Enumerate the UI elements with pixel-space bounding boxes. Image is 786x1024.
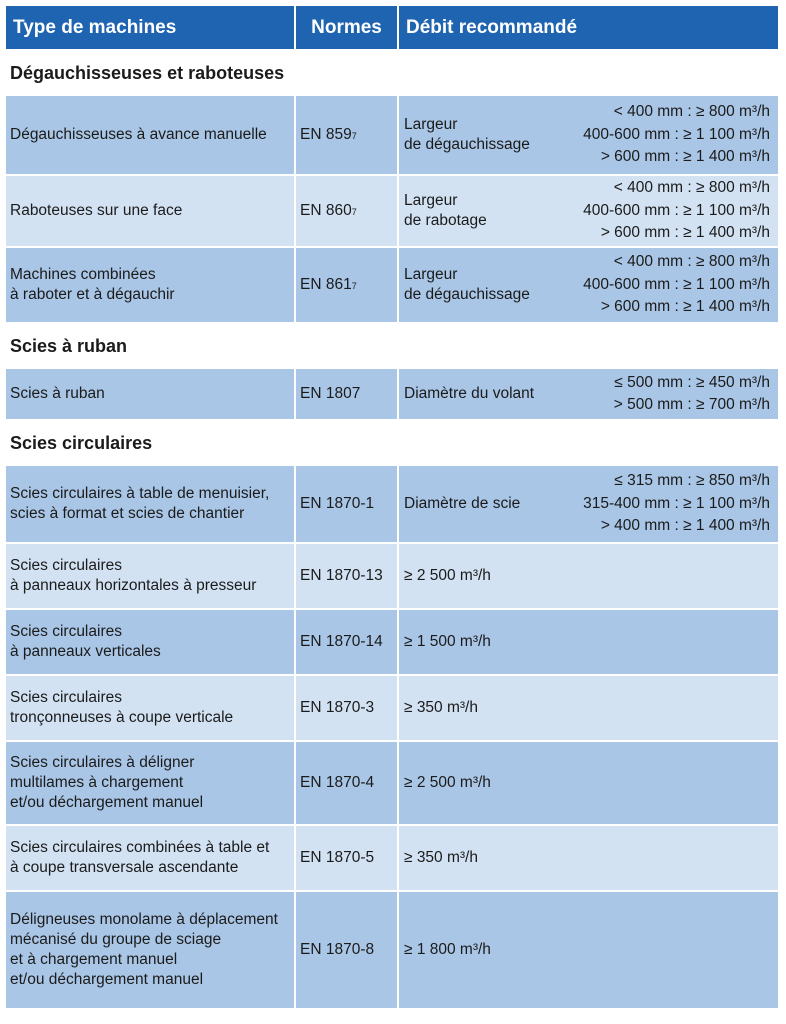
flow-cell bbox=[399, 826, 778, 890]
flow-value: ≥ 1 800 m³/h bbox=[404, 941, 491, 958]
flow-range: 315-400 mm : ≥ 1 100 m³/h bbox=[583, 494, 770, 512]
table-row bbox=[6, 176, 778, 248]
machine-cell bbox=[6, 676, 296, 740]
table-row bbox=[6, 610, 778, 676]
flow-value: ≥ 350 m³/h bbox=[404, 699, 478, 716]
criterion-label: Largeur de rabotage bbox=[404, 192, 487, 229]
norm-code: EN 1870-13 bbox=[300, 567, 383, 584]
flow-ranges bbox=[583, 251, 770, 319]
machine-cell bbox=[6, 176, 296, 246]
flow-cell bbox=[399, 544, 778, 608]
table-row bbox=[6, 369, 778, 421]
machine-cell bbox=[6, 248, 296, 322]
flow-ranges bbox=[583, 470, 770, 538]
footnote-ref: 7 bbox=[351, 281, 357, 291]
flow-range: 400-600 mm : ≥ 1 100 m³/h bbox=[583, 201, 770, 219]
flow-cell bbox=[399, 466, 778, 542]
header-recommended-flow: Débit recommandé bbox=[406, 16, 578, 38]
norm-cell bbox=[296, 466, 399, 542]
norm-cell bbox=[296, 369, 399, 419]
flow-range: > 500 mm : ≥ 700 m³/h bbox=[613, 396, 770, 413]
flow-range: > 600 mm : ≥ 1 400 m³/h bbox=[600, 224, 770, 242]
flow-cell bbox=[399, 892, 778, 1008]
flow-range: 400-600 mm : ≥ 1 100 m³/h bbox=[583, 125, 770, 143]
header-norms: Normes bbox=[296, 6, 399, 49]
flow-range: > 400 mm : ≥ 1 400 m³/h bbox=[600, 517, 770, 535]
header-machine-type: Type de machines bbox=[6, 6, 296, 49]
table-header bbox=[6, 6, 778, 51]
flow-range: < 400 mm : ≥ 800 m³/h bbox=[613, 103, 770, 121]
flow-range: > 600 mm : ≥ 1 400 m³/h bbox=[600, 148, 770, 166]
machine-cell bbox=[6, 610, 296, 674]
norm-code: EN 1807 bbox=[300, 385, 361, 402]
criterion-label: Largeur de dégauchissage bbox=[404, 266, 530, 303]
machines-table bbox=[6, 6, 778, 1010]
flow-ranges bbox=[614, 372, 770, 417]
machine-cell bbox=[6, 826, 296, 890]
flow-range: ≤ 315 mm : ≥ 850 m³/h bbox=[614, 472, 770, 490]
norm-cell bbox=[296, 248, 399, 322]
machine-name: Scies circulaires à panneaux horizontales à presseur bbox=[10, 557, 257, 594]
machine-name: Scies circulaires combinées à table et à coupe transversale ascendante bbox=[10, 839, 270, 876]
flow-range: 400-600 mm : ≥ 1 100 m³/h bbox=[583, 275, 770, 293]
flow-ranges bbox=[583, 177, 770, 245]
criterion-label: Largeur de dégauchissage bbox=[404, 116, 530, 153]
norm-cell bbox=[296, 892, 399, 1008]
section-title: Scies circulaires bbox=[6, 421, 778, 466]
flow-value: ≥ 2 500 m³/h bbox=[404, 774, 491, 791]
flow-value: ≥ 2 500 m³/h bbox=[404, 567, 491, 584]
footnote-ref: 7 bbox=[351, 131, 357, 141]
machine-name: Scies circulaires à table de menuisier, scies à format et scies de chantier bbox=[10, 485, 270, 522]
machine-cell bbox=[6, 96, 296, 174]
criterion-label: Diamètre du volant bbox=[404, 385, 535, 402]
flow-cell bbox=[399, 176, 778, 246]
table-row bbox=[6, 466, 778, 544]
norm-code: EN 1870-14 bbox=[300, 633, 383, 650]
machine-name: Machines combinées à raboter et à dégauchir bbox=[10, 266, 175, 303]
flow-value: ≥ 1 500 m³/h bbox=[404, 633, 491, 650]
norm-cell bbox=[296, 610, 399, 674]
norm-code: EN 1870-1 bbox=[300, 495, 375, 512]
norm-cell bbox=[296, 96, 399, 174]
norm-cell bbox=[296, 676, 399, 740]
norm-cell bbox=[296, 826, 399, 890]
norm-code: EN 860 bbox=[300, 202, 352, 219]
section-title: Dégauchisseuses et raboteuses bbox=[6, 51, 778, 96]
norm-cell bbox=[296, 742, 399, 824]
machine-cell bbox=[6, 742, 296, 824]
table-row bbox=[6, 544, 778, 610]
norm-code: EN 1870-8 bbox=[300, 941, 375, 958]
flow-cell bbox=[399, 96, 778, 174]
machine-name: Scies circulaires à panneaux verticales bbox=[10, 623, 161, 660]
flow-cell bbox=[399, 248, 778, 322]
table-row bbox=[6, 96, 778, 176]
norm-code: EN 1870-4 bbox=[300, 774, 375, 791]
flow-range: ≤ 500 mm : ≥ 450 m³/h bbox=[614, 373, 770, 391]
flow-value: ≥ 350 m³/h bbox=[404, 849, 478, 866]
machine-name: Dégauchisseuses à avance manuelle bbox=[10, 126, 267, 143]
norm-code: EN 1870-3 bbox=[300, 699, 375, 716]
section-title: Scies à ruban bbox=[6, 324, 778, 369]
machine-name: Scies circulaires tronçonneuses à coupe verticale bbox=[10, 689, 234, 726]
flow-range: < 400 mm : ≥ 800 m³/h bbox=[613, 253, 770, 271]
norm-code: EN 861 bbox=[300, 276, 352, 293]
machine-cell bbox=[6, 544, 296, 608]
table-row bbox=[6, 248, 778, 324]
flow-cell bbox=[399, 369, 778, 419]
flow-cell bbox=[399, 676, 778, 740]
norm-code: EN 859 bbox=[300, 126, 352, 143]
norm-code: EN 1870-5 bbox=[300, 849, 375, 866]
flow-range: < 400 mm : ≥ 800 m³/h bbox=[613, 179, 770, 197]
machine-name: Scies à ruban bbox=[10, 385, 105, 402]
flow-ranges bbox=[583, 101, 770, 169]
table-row bbox=[6, 826, 778, 892]
machine-name: Délignеuses monolame à déplacement mécanisé du groupe de sciage et à chargement manuel et/ou déchargement manuel bbox=[10, 911, 278, 988]
norm-cell bbox=[296, 544, 399, 608]
machine-cell bbox=[6, 892, 296, 1008]
table-row bbox=[6, 742, 778, 826]
flow-cell bbox=[399, 742, 778, 824]
footnote-ref: 7 bbox=[351, 207, 357, 217]
machine-cell bbox=[6, 369, 296, 419]
flow-cell bbox=[399, 610, 778, 674]
flow-range: > 600 mm : ≥ 1 400 m³/h bbox=[600, 298, 770, 316]
machine-cell bbox=[6, 466, 296, 542]
table-row bbox=[6, 892, 778, 1010]
norm-cell bbox=[296, 176, 399, 246]
table-row bbox=[6, 676, 778, 742]
criterion-label: Diamètre de scie bbox=[404, 495, 521, 512]
machine-name: Scies circulaires à déligner multilames à chargement et/ou déchargement manuel bbox=[10, 754, 204, 811]
table-body bbox=[6, 51, 778, 1010]
machine-name: Raboteuses sur une face bbox=[10, 202, 183, 219]
